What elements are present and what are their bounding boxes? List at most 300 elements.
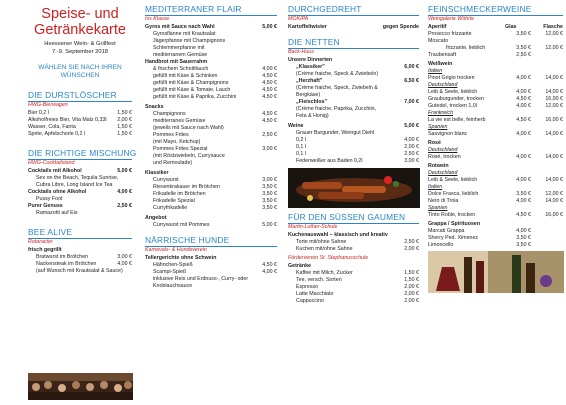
item-price: 2,50 € [404, 151, 419, 157]
item-price: 5,00 € [262, 24, 277, 30]
item-name: Frikadelle im Brötchen [153, 191, 206, 197]
wine-name: Weißwein [428, 61, 453, 67]
wine-name: Spanien [428, 124, 448, 130]
wine-name: Limoncello [428, 242, 454, 248]
section-header: MEDITERRANER FLAIR [145, 4, 277, 16]
item-name: Kuchenauswahl – klassisch und kreativ [288, 232, 388, 238]
wine-row [428, 242, 563, 249]
item-name: Pommes Frites [153, 132, 189, 138]
wine-row [428, 38, 563, 45]
wine-list [428, 31, 563, 249]
menu-item [288, 239, 419, 246]
item-price: 2,50 € [262, 132, 277, 138]
wine-row [428, 191, 563, 198]
item-price: 1,50 € [117, 131, 132, 137]
wine-glass-price: 3,50 € [516, 45, 531, 51]
wine-glass-price [505, 140, 531, 147]
wine-row [428, 228, 563, 235]
menu-item [28, 168, 132, 175]
item-name: Bratwurst im Brötchen [36, 254, 89, 260]
item-name: Weine [288, 123, 304, 129]
menu-item [288, 123, 419, 130]
wine-glass-price: 3,50 € [516, 31, 531, 37]
item-price [253, 215, 277, 222]
wine-row [428, 52, 563, 59]
wine-glass-price: 4,50 € [516, 212, 531, 218]
section-header: FEINSCHMECKERWEINE [428, 4, 563, 16]
item-price [108, 247, 132, 254]
section-netten [288, 37, 419, 165]
item-name: inklusive Reis und Erdnuss-, Curry- oder [153, 276, 249, 282]
item-price: 2,00 € [404, 298, 419, 304]
item-name: Federweißer aus Baden 0,2l [296, 158, 363, 164]
wine-name: Tinto Roble, trocken [428, 212, 476, 218]
section-alive [28, 227, 132, 275]
item-price: 2,00 € [404, 246, 419, 252]
item-price: 4,50 € [262, 73, 277, 79]
wine-row [428, 110, 563, 117]
wine-name: Grappa / Spirituosen [428, 221, 481, 227]
menu-item [28, 117, 132, 124]
item-price: 4,00 € [404, 137, 419, 143]
wine-glass-price: 4,00 € [516, 154, 531, 160]
item-price [253, 125, 277, 132]
item-name: Tee, versch. Sorten [296, 277, 342, 283]
menu-item [145, 111, 277, 118]
section-narren [145, 235, 277, 290]
wine-name: Deutschland [428, 82, 458, 88]
item-name: Grauer Burgunder, Weingut Diehl [296, 130, 375, 136]
wine-bottle-price [531, 68, 563, 75]
wine-row [428, 184, 563, 191]
menu-item [145, 52, 277, 59]
wine-glass-price: 4,50 € [516, 96, 531, 102]
menu-item [145, 104, 277, 111]
wine-row [428, 198, 563, 205]
section-subtitle: Förderverein St. Stephanusschule [288, 255, 369, 261]
item-price [395, 106, 419, 113]
item-price: 4,00 € [262, 269, 277, 275]
item-name: Nackensteak im Brötchen [36, 261, 97, 267]
wine-row [428, 96, 563, 103]
item-name: mediterranem Gemüse [153, 52, 208, 58]
wine-name: Leib & Seele, lieblich [428, 177, 478, 183]
item-price [395, 71, 419, 78]
wine-glass-price [505, 170, 531, 177]
wine-glass-price [505, 38, 531, 45]
item-name: (auf Wunsch mit Krautsalat & Sauce) [36, 268, 123, 274]
menu-item [145, 153, 277, 160]
item-name: 0,1 l [296, 151, 307, 157]
menu-item [145, 125, 277, 132]
column-4 [424, 0, 566, 400]
item-name: (Crème fraiche, Paprika, Zucchini, [296, 106, 377, 112]
item-price: 3,50 € [262, 205, 277, 211]
item-price [123, 268, 132, 275]
item-name: Unsere Dinnerten [288, 57, 333, 63]
menu-item [145, 255, 277, 262]
wine-glass-price: 2,50 € [516, 52, 531, 58]
menu-item [28, 261, 132, 268]
menu-item [145, 59, 277, 66]
item-price: 3,50 € [262, 198, 277, 204]
menu-item [288, 151, 419, 158]
wine-bottle-price [531, 61, 563, 68]
item-name: Tellergerichte ohne Schwein [145, 255, 217, 261]
item-name: Bergkäse) [296, 92, 321, 98]
wine-bottle-price [531, 221, 563, 228]
item-name: (jeweils mit Sauce nach Wahl) [153, 125, 224, 131]
item-name: 0,2 l [296, 137, 307, 143]
wine-bottle-price [531, 184, 563, 191]
item-name: Scampi-Spieß [153, 269, 187, 275]
item-name: Jägerpfanne mit Champignons [153, 38, 226, 44]
wine-name: Deutschland [428, 147, 458, 153]
section-subtitle: Karnevals- & Hundeverein [145, 247, 207, 253]
wine-bottle-price [531, 163, 563, 170]
wine-name: Leib & Seele, lieblich [428, 89, 478, 95]
item-name: Espresso [296, 284, 319, 290]
wine-glass-price [505, 184, 531, 191]
wine-bottle-price: 16,00 € [545, 96, 563, 102]
menu-item [145, 184, 277, 191]
menu-item [145, 205, 277, 212]
wine-glass-price [505, 147, 531, 154]
item-price: 4,50 € [262, 111, 277, 117]
item-name: Hähnchen-Spieß [153, 262, 193, 268]
wine-name: Grauburgunder, trocken [428, 96, 484, 102]
menu-item [28, 268, 132, 275]
item-price [395, 232, 419, 239]
wine-bottle-price [531, 147, 563, 154]
menu-item [288, 71, 419, 78]
item-price [253, 170, 277, 177]
wine-row [428, 75, 563, 82]
menu-item [288, 291, 419, 298]
item-price: 3,00 € [404, 158, 419, 164]
item-price: 4,50 € [262, 80, 277, 86]
item-name: Riesenkrakauer im Brötchen [153, 184, 220, 190]
wine-row [428, 170, 563, 177]
item-name: Feta & Honig) [296, 113, 329, 119]
item-price [395, 113, 419, 120]
wine-name: Italien [428, 68, 443, 74]
grill-photo [288, 168, 420, 208]
wine-glass-price: 4,00 € [516, 228, 531, 234]
wine-row [428, 140, 563, 147]
item-name: Currywurst mit Pommes [153, 222, 210, 228]
wine-table-header: Aperitif Glas Flasche [428, 24, 563, 30]
wine-bottle-price: 16,00 € [545, 212, 563, 218]
item-price: 5,00 € [404, 123, 419, 129]
wine-row [428, 31, 563, 38]
item-price: 2,00 € [404, 144, 419, 150]
section-durchgedreht [288, 4, 419, 31]
item-name: Currywurst [153, 177, 179, 183]
wine-name: Sherry Ped. Ximenez [428, 235, 479, 241]
section-gaumen [288, 212, 419, 253]
menu-item [288, 263, 419, 270]
wine-row [428, 177, 563, 184]
item-name: Gyrosflanne mit Krautsalat [153, 31, 216, 37]
wine-name: Nero di Troia [428, 198, 459, 204]
item-price [253, 52, 277, 59]
item-name: Latte Macchiato [296, 291, 334, 297]
wine-row [428, 131, 563, 138]
item-price: 2,00 € [404, 284, 419, 290]
wine-bottle-price: 14,00 € [545, 89, 563, 95]
menu-item [288, 232, 419, 239]
item-price: 3,00 € [117, 254, 132, 260]
menu-item [288, 106, 419, 113]
section-subtitle: Back-Huus [288, 49, 314, 55]
section-subtitle: Iss Klasse [145, 16, 170, 22]
item-price: gegen Spende [382, 24, 419, 30]
item-price: 3,50 € [262, 184, 277, 190]
item-price [253, 276, 277, 283]
item-name: Pommes Frites Spezial [153, 146, 208, 152]
wine-bottle-price [531, 228, 563, 235]
item-name: Champignons [153, 111, 186, 117]
event-info: Heessener Wein- & Grillfest 7.-9. September 2018 [44, 41, 116, 55]
wine-name: Rosé [428, 140, 441, 146]
choose-slogan: WÄHLEN SIE NACH IHREN WÜNSCHEN [38, 64, 122, 79]
wine-glass-price [505, 68, 531, 75]
item-name: Kaffee mit Milch, Zucker [296, 270, 353, 276]
item-price: 6,00 € [404, 64, 419, 70]
item-price: 1,50 € [117, 110, 132, 116]
wine-glass-price [505, 82, 531, 89]
item-price: 4,50 € [262, 87, 277, 93]
section-subtitle: Martin-Luther-Schule [288, 224, 338, 230]
item-name: Gyros mit Sauce nach Wahl [145, 24, 215, 30]
item-name: mediterranes Gemüse [153, 118, 206, 124]
menu-item [145, 215, 277, 222]
menu-item [145, 146, 277, 153]
item-name: Sprite, Apfelschorle 0,2 l [28, 131, 86, 137]
menu-item [288, 24, 419, 31]
item-name: Sex on the Beach, Tequila Sunrise, [36, 175, 119, 181]
column-2 [141, 0, 280, 400]
wine-name: Deutschland [428, 170, 458, 176]
menu-item [145, 80, 277, 87]
wine-glass-price [505, 163, 531, 170]
wine-name: La vie est belle, feinherb [428, 117, 486, 123]
wine-row [428, 68, 563, 75]
wine-row [428, 61, 563, 68]
menu-item [28, 203, 132, 210]
menu-item [288, 99, 419, 106]
item-price: 1,50 € [117, 124, 132, 130]
menu-item [145, 118, 277, 125]
item-price: 3,50 € [262, 191, 277, 197]
item-name: Angebot [145, 215, 167, 221]
menu-item [145, 45, 277, 52]
item-name: Kartoffeltwister [288, 24, 327, 30]
menu-item [288, 144, 419, 151]
crowd-photo [28, 373, 133, 400]
section-header: DIE RICHTIGE MISCHUNG [28, 148, 137, 158]
menu-item [145, 170, 277, 177]
item-name: Bier 0,2 l [28, 110, 49, 116]
item-price: 7,00 € [404, 99, 419, 105]
wine-glass-price: 3,50 € [516, 242, 531, 248]
section-mischung [28, 148, 137, 217]
wine-row [428, 154, 563, 161]
item-name: Cocktails mit Alkohol [28, 168, 82, 174]
menu-item [145, 24, 277, 31]
wine-bottle-price: 14,00 € [545, 131, 563, 137]
menu-item [288, 270, 419, 277]
menu-item [145, 198, 277, 205]
wine-bottle-price [531, 82, 563, 89]
item-price: 6,50 € [404, 78, 419, 84]
menu-item [145, 139, 277, 146]
menu-item [145, 66, 277, 73]
item-name: frisch gegrillt [28, 247, 62, 253]
item-price: 4,50 € [262, 262, 277, 268]
item-name: „Fleischlos" [296, 99, 328, 105]
wine-row [428, 82, 563, 89]
menu-item [28, 254, 132, 261]
item-price: 2,50 € [117, 203, 132, 209]
wine-bottle-price: 12,00 € [545, 45, 563, 51]
item-price [112, 182, 132, 189]
item-price [253, 38, 277, 45]
item-price [395, 57, 419, 64]
wine-photo [428, 251, 564, 293]
menu-item [28, 110, 132, 117]
item-price: 4,50 € [262, 94, 277, 100]
wine-bottle-price [531, 205, 563, 212]
wine-bottle-price: 14,00 € [545, 198, 563, 204]
wine-glass-price: 4,00 € [516, 198, 531, 204]
wine-name: Prosecco frizzante [428, 31, 472, 37]
item-price [253, 139, 277, 146]
wine-glass-price [505, 61, 531, 68]
menu-item [288, 64, 419, 71]
item-price: 3,00 € [262, 146, 277, 152]
item-price: 4,00 € [262, 66, 277, 72]
item-price [395, 130, 419, 137]
wine-bottle-price: 14,00 € [545, 154, 563, 160]
item-name: Klassiker [145, 170, 169, 176]
page-title: Speise- und Getränkekarte [34, 6, 126, 38]
item-price: 4,00 € [117, 189, 132, 195]
item-price: 2,00 € [404, 291, 419, 297]
wine-row [428, 89, 563, 96]
wine-name: Rotwein [428, 163, 449, 169]
item-price: 2,50 € [404, 239, 419, 245]
section-subtitle: Weingalerie Wöhrle [428, 16, 475, 22]
wine-name: Dolce Frasca, lieblich [428, 191, 479, 197]
item-price: 1,50 € [404, 277, 419, 283]
wine-bottle-price [531, 124, 563, 131]
item-name: Getränke [288, 263, 311, 269]
section-foerder [288, 255, 419, 305]
menu-item [288, 130, 419, 137]
wine-bottle-price: 12,00 € [545, 31, 563, 37]
item-name: Torte mit/ohne Sahne [296, 239, 347, 245]
section-subtitle: Rotaracter [28, 239, 53, 245]
wine-name: Rosé, trocken [428, 154, 461, 160]
wine-row [428, 117, 563, 124]
section-mediterran [145, 4, 277, 229]
wine-bottle-price [531, 38, 563, 45]
item-name: (Crème fraiche, Speck & Zwiebeln) [296, 71, 379, 77]
wine-bottle-price [531, 52, 563, 59]
item-price: 4,00 € [117, 261, 132, 267]
item-name: Pussy Foot [36, 196, 63, 202]
section-subtitle: MOKIPA [288, 16, 309, 22]
column-1 [0, 0, 137, 400]
menu-item [145, 38, 277, 45]
menu-item [145, 94, 277, 101]
menu-item [28, 182, 132, 189]
menu-item [145, 283, 277, 290]
wine-row [428, 103, 563, 110]
wine-glass-price: 4,00 € [516, 75, 531, 81]
wine-row [428, 235, 563, 242]
section-header: DURCHGEDREHT [288, 4, 419, 16]
item-name: Cappuccino [296, 298, 324, 304]
wine-name: Frankreich [428, 110, 454, 116]
item-price [253, 31, 277, 38]
item-name: Snacks [145, 104, 164, 110]
item-price: 5,00 € [262, 222, 277, 228]
item-price [108, 196, 132, 203]
menu-item [288, 113, 419, 120]
wine-bottle-price [531, 110, 563, 117]
wine-bottle-price [531, 140, 563, 147]
wine-name: Gutedel, trocken 1,0l [428, 103, 477, 109]
wine-bottle-price: 16,00 € [545, 117, 563, 123]
item-name: „Klassiker" [296, 64, 325, 70]
menu-item [288, 298, 419, 305]
item-price: 4,50 € [262, 118, 277, 124]
item-name: gefüllt mit Käse & Champignons [153, 80, 229, 86]
wine-glass-price [505, 221, 531, 228]
item-price [253, 59, 277, 66]
menu-item [288, 137, 419, 144]
item-name: Kuchen mit/ohne Sahne [296, 246, 353, 252]
item-name: 0,1 l [296, 144, 307, 150]
wine-bottle-price [531, 242, 563, 249]
wine-bottle-price [531, 170, 563, 177]
item-name: & frischem Schnittlauch [153, 66, 209, 72]
item-name: Cocktails ohne Alkohol [28, 189, 87, 195]
item-name: gefüllt mit Käse & Schinken [153, 73, 218, 79]
item-name: Knoblauchsauce [153, 283, 193, 289]
wine-glass-price: 3,50 € [516, 191, 531, 197]
wine-bottle-price [531, 235, 563, 242]
section-durstloescher [28, 90, 132, 138]
wine-name: Marcati Grappa [428, 228, 465, 234]
menu-item [288, 92, 419, 99]
wine-name: Italien [428, 184, 443, 190]
wine-bottle-price: 14,00 € [545, 177, 563, 183]
item-name: Ramazotti auf Eis [36, 210, 78, 216]
item-price [253, 45, 277, 52]
item-name: (Crème fraiche, Speck, Zwiebeln & [296, 85, 378, 91]
item-name: Frikadelle Spezial [153, 198, 195, 204]
menu-item [288, 246, 419, 253]
wine-bottle-price: 14,00 € [545, 75, 563, 81]
menu-item [28, 131, 132, 138]
item-price: 3,00 € [262, 177, 277, 183]
section-header: DIE NETTEN [288, 37, 419, 49]
wine-glass-price [505, 124, 531, 131]
